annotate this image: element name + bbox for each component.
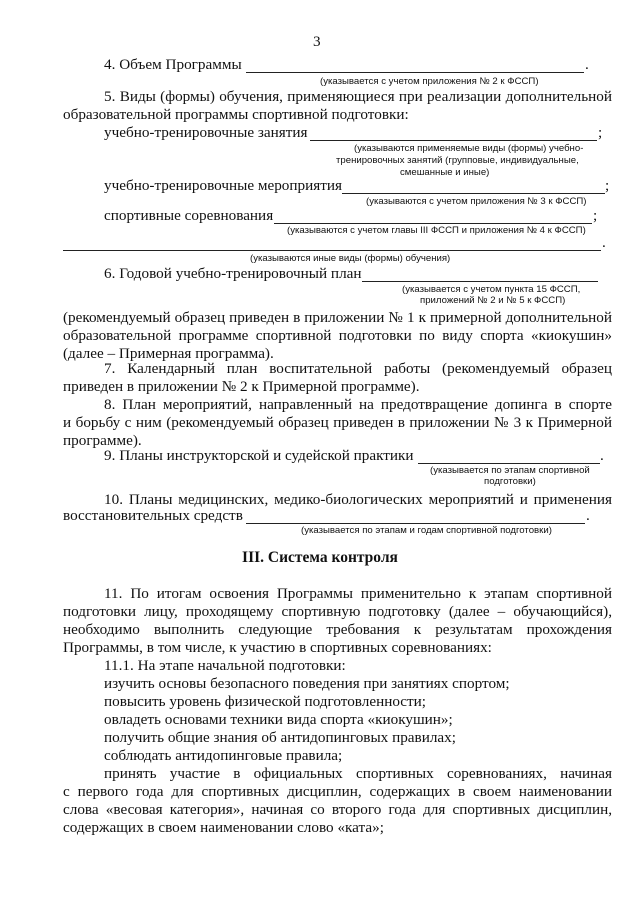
item9-note-2: подготовки) [484,476,536,487]
item6-note-1: (указывается с учетом пункта 15 ФССП, [402,284,581,295]
item5-row3-note: (указываются с учетом главы III ФССП и приложения № 4 к ФССП) [287,225,586,236]
item7-line-2: приведен в приложении № 2 к Примерной программе). [63,378,420,395]
last-para-line-1: принять участие в официальных спортивных соревнованиях, начиная [104,765,612,782]
item4-note: (указывается с учетом приложения № 2 к ФССП) [320,76,539,87]
last-para-line-3: слова «весовая категория», начиная со второго года для спортивных дисциплин, [63,801,612,818]
item5-line2: образовательной программы спортивной подготовки: [63,106,409,123]
item5-row4-end: . [602,234,606,251]
last-para-line-2: с первого года для спортивных дисциплин, содержащих в своем наименовании [63,783,612,800]
item5-row1-label: учебно-тренировочные занятия [104,124,308,141]
item5-row3-end: ; [593,207,598,224]
item6-line-3: (далее – Примерная программа). [63,345,274,362]
item6-line-1: (рекомендуемый образец приведен в приложении № 1 к примерной дополнительной [63,309,612,326]
item5-row2-label: учебно-тренировочные мероприятия [104,177,342,194]
item9-blank-line [418,463,600,464]
item5-row2-blank-line [342,193,605,194]
item5-row1-end: ; [598,124,603,141]
list-item: соблюдать антидопинговые правила; [104,747,343,764]
section-heading: III. Система контроля [242,549,398,566]
item10-line2-label: восстановительных средств [63,507,243,524]
item5-row4-note: (указываются иные виды (формы) обучения) [250,253,451,264]
item10-note: (указывается по этапам и годам спортивной подготовки) [301,525,552,536]
page-number: 3 [313,33,321,50]
p11-line-4: Программы, в том числе, к участию в спортивных соревнованиях: [63,639,492,656]
list-item: овладеть основами техники вида спорта «киокушин»; [104,711,453,728]
item5-row3-label: спортивные соревнования [104,207,274,224]
item5-row2-end: ; [605,177,610,194]
item4-end: . [585,56,589,73]
item4-label: 4. Объем Программы [104,56,242,73]
item4-blank-line [246,72,584,73]
item9-end: . [600,447,604,464]
item5-row1-note-2: тренировочных занятий (групповые, индивидуальные, [336,155,579,166]
item9-label: 9. Планы инструкторской и судейской практики [104,447,414,464]
last-para-line-4: содержащих в своем наименовании слово «ката»; [63,819,384,836]
list-item: получить общие знания об антидопинговых правилах; [104,729,456,746]
item6-label: 6. Годовой учебно-тренировочный план [104,265,362,282]
item5-row1-note-3: смешанные и иные) [400,167,490,178]
item6-line-2: образовательной программе спортивной подготовки по виду спорта «киокушин» [63,327,612,344]
item8-line-3: программе). [63,432,142,449]
item9-note-1: (указывается по этапам спортивной [430,465,590,476]
list-item: изучить основы безопасного поведения при занятиях спортом; [104,675,510,692]
item8-line-1: 8. План мероприятий, направленный на предотвращение допинга в спорте [104,396,612,413]
p11-line-1: 11. По итогам освоения Программы применительно к этапам спортивной [104,585,612,602]
item5-row1-note-1: (указываются применяемые виды (формы) учебно- [354,143,584,154]
item10-line-1: 10. Планы медицинских, медико-биологических мероприятий и применения [104,491,612,508]
item6-note-2: приложений № 2 и № 5 к ФССП) [420,295,566,306]
item5-line1: 5. Виды (формы) обучения, применяющиеся при реализации дополнительной [104,88,612,105]
item5-row2-note: (указываются с учетом приложения № 3 к ФССП) [366,196,587,207]
item5-row4-blank-line [63,250,601,251]
item8-line-2: и борьбу с ним (рекомендуемый образец приведен в приложении № 3 к Примерной [63,414,612,431]
item7-line-1: 7. Календарный план воспитательной работы (рекомендуемый образец [104,360,612,377]
item10-blank-line [246,523,585,524]
p11-line-2: подготовки лицу, проходящему спортивную подготовку (далее – обучающийся), [63,603,612,620]
p11-line-3: необходимо выполнить следующие требования к результатам прохождения [63,621,612,638]
item6-blank-line [362,281,598,282]
p11-1-heading: 11.1. На этапе начальной подготовки: [104,657,346,674]
item10-end: . [586,507,590,524]
item5-row1-blank-line [310,140,597,141]
item5-row3-blank-line [274,223,592,224]
list-item: повысить уровень физической подготовленности; [104,693,427,710]
